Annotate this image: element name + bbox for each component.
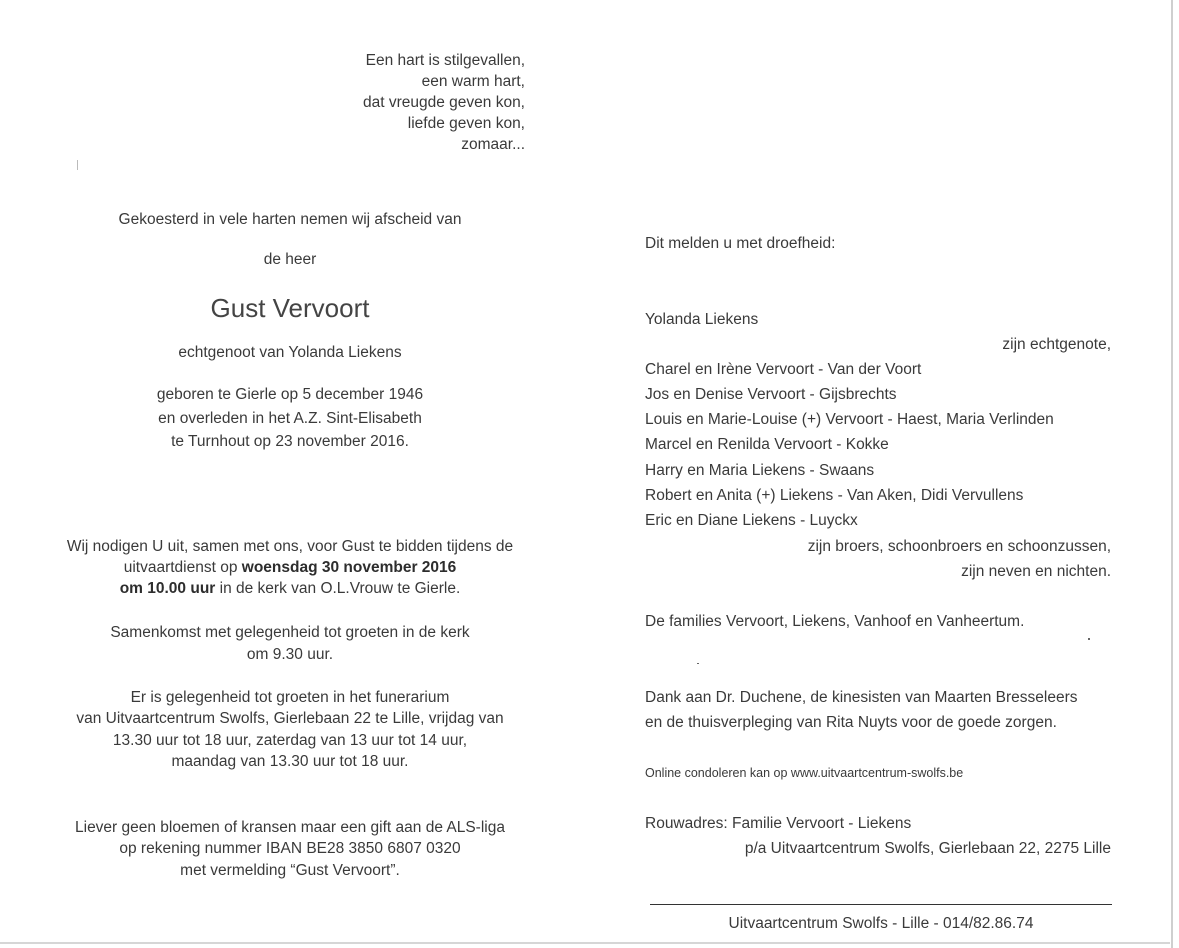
invite-line-3-text: in de kerk van O.L.Vrouw te Gierle. [215,580,461,597]
donation-line-2: op rekening nummer IBAN BE28 3850 6807 0320 [119,840,461,857]
visiting-line-2: van Uitvaartcentrum Swolfs, Gierlebaan 22 te Lille, vrijdag van [76,710,504,727]
announcement: Dit melden u met droefheid: [645,235,836,252]
death-line: en overleden in het A.Z. Sint-Elisabeth [158,410,422,427]
scan-speck [1088,638,1090,640]
poem-line-4: liefde geven kon, [407,115,525,132]
families-line: De families Vervoort, Liekens, Vanhoof en Vanheertum. [645,613,1025,630]
meeting-line-2: om 9.30 uur. [246,646,334,663]
address-line-2: p/a Uitvaartcentrum Swolfs, Gierlebaan 22, 2275 Lille [744,840,1111,857]
poem-line-1: Een hart is stilgevallen, [365,52,525,69]
scan-speck [77,160,78,170]
service-time: om 10.00 uur [119,580,216,597]
meeting-line-1: Samenkomst met gelegenheid tot groeten in de kerk [110,624,470,641]
family-member-2: Jos en Denise Vervoort - Gijsbrechts [645,386,897,403]
death-place-line: te Turnhout op 23 november 2016. [171,433,409,450]
visiting-line-1: Er is gelegenheid tot groeten in het funerarium [130,689,450,706]
nephews-line: zijn neven en nichten. [961,563,1111,580]
thanks-line-2: en de thuisverpleging van Rita Nuyts voor de goede zorgen. [645,714,1057,731]
invite-line-2-text: uitvaartdienst op [123,559,242,576]
family-member-3: Louis en Marie-Louise (+) Vervoort - Haest, Maria Verlinden [645,411,1054,428]
footer-divider [650,904,1112,905]
invite-line-1: Wij nodigen U uit, samen met ons, voor Gust te bidden tijdens de [66,538,514,555]
donation-line-3: met vermelding “Gust Vervoort”. [180,862,400,879]
footer-funeral-home: Uitvaartcentrum Swolfs - Lille - 014/82.86.74 [728,915,1034,932]
page-edge-bottom [0,942,1170,944]
spouse-role: zijn echtgenote, [1002,336,1111,353]
family-member-6: Robert en Anita (+) Liekens - Van Aken, Didi Vervullens [645,487,1024,504]
online-condolences: Online condoleren kan op www.uitvaartcentrum-swolfs.be [645,766,964,780]
poem-line-5: zomaar... [461,136,525,153]
page-edge-right [1171,0,1173,948]
visiting-line-4: maandag van 13.30 uur tot 18 uur. [171,753,409,770]
birth-line: geboren te Gierle op 5 december 1946 [156,386,424,403]
scan-speck [697,663,699,664]
address-line-1: Rouwadres: Familie Vervoort - Liekens [645,815,912,832]
honorific: de heer [263,251,317,268]
deceased-name: Gust Vervoort [210,293,370,323]
family-member-5: Harry en Maria Liekens - Swaans [645,462,875,479]
donation-line-1: Liever geen bloemen of kransen maar een gift aan de ALS-liga [75,819,505,836]
family-member-1: Charel en Irène Vervoort - Van der Voort [645,361,922,378]
family-role: zijn broers, schoonbroers en schoonzussen, [807,538,1111,555]
intro-text: Gekoesterd in vele harten nemen wij afscheid van [118,211,462,228]
thanks-line-1: Dank aan Dr. Duchene, de kinesisten van Maarten Bresseleers [645,689,1078,706]
service-date: woensdag 30 november 2016 [241,559,457,576]
poem-line-2: een warm hart, [421,73,525,90]
invite-line-2 [40,557,540,578]
visiting-line-3: 13.30 uur tot 18 uur, zaterdag van 13 uur tot 14 uur, [112,732,468,749]
spouse-line: echtgenoot van Yolanda Liekens [178,344,402,361]
family-member-7: Eric en Diane Liekens - Luyckx [645,512,858,529]
spouse-name: Yolanda Liekens [645,311,759,328]
invite-line-3 [40,578,540,599]
poem-line-3: dat vreugde geven kon, [362,94,525,111]
family-member-4: Marcel en Renilda Vervoort - Kokke [645,436,889,453]
